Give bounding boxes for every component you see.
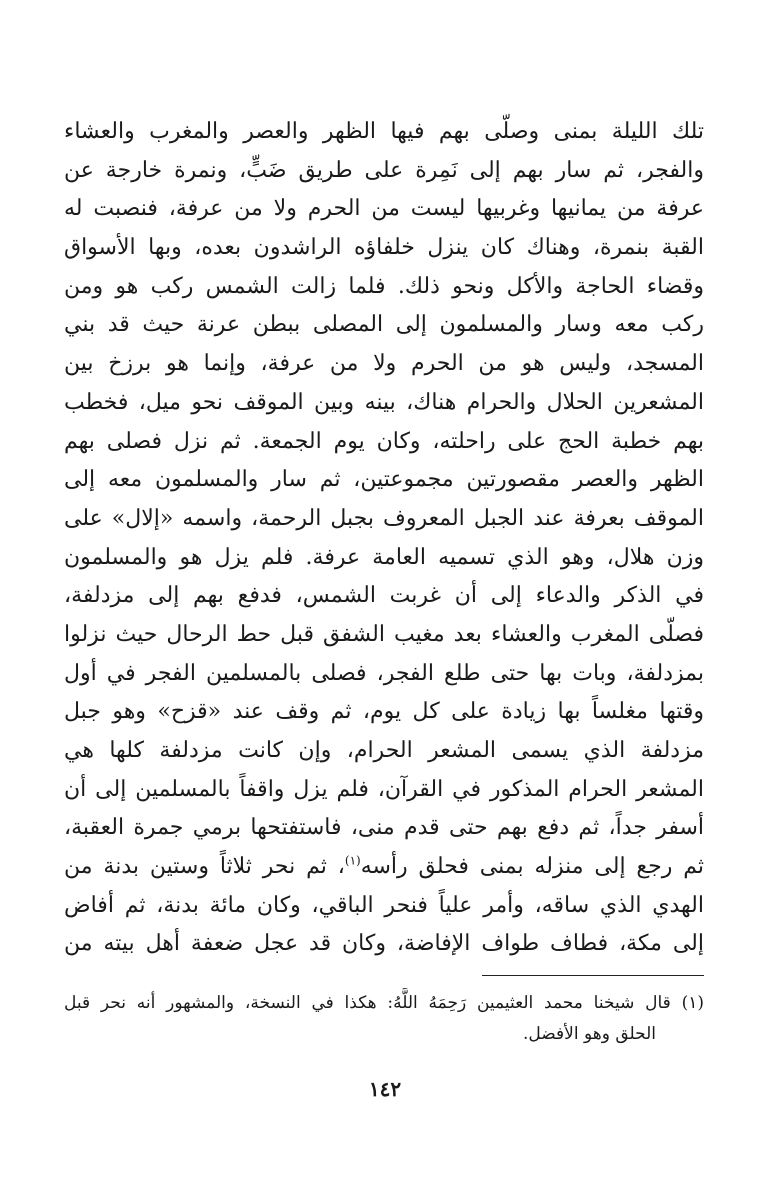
footnote-line: الحلق وهو الأفضل. (522, 1024, 656, 1044)
text-line: الظهر والعصر مقصورتين مجموعتين، ثم سار والمسلمون معه إلى (64, 467, 704, 493)
text-fragment: ثم رجع إلى منزله بمنى فحلق رأسه (360, 854, 704, 880)
text-fragment: ، ثم نحر ثلاثاً وستين بدنة من (64, 854, 345, 880)
main-text (64, 113, 704, 964)
footnote-separator (482, 975, 704, 976)
text-line-with-footnote-ref (64, 848, 704, 887)
text-line: بمزدلفة، وبات بها حتى طلع الفجر، فصلى بالمسلمين الفجر في أول (64, 660, 704, 686)
text-line: المسجد، وليس هو من الحرم ولا من عرفة، وإنما هو برزخ بين (64, 351, 704, 377)
footnote (64, 988, 704, 1050)
text-line: المشعرين الحلال والحرام هناك، بينه وبين الموقف نحو ميل، فخطب (64, 389, 704, 415)
text-line: عرفة من يمانيها وغربيها ليست من الحرم ولا من عرفة، فنصبت له (64, 196, 704, 222)
footnote-reference: (١) (344, 853, 361, 868)
text-line: الهدي الذي ساقه، وأمر علياً فنحر الباقي، وكان مائة بدنة، ثم أفاض (64, 892, 704, 918)
text-line: وقضاء الحاجة والأكل ونحو ذلك. فلما زالت الشمس ركب هو ومن (64, 273, 704, 299)
page-number: ١٤٢ (368, 1077, 402, 1101)
text-line: وزن هلال، وهو الذي تسميه العامة عرفة. فلم يزل هو والمسلمون (64, 544, 704, 570)
text-line: أسفر جداً، ثم دفع بهم حتى قدم منى، فاستفتحها برمي جمرة العقبة، (64, 815, 704, 841)
text-line: مزدلفة الذي يسمى المشعر الحرام، وإن كانت مزدلفة كلها هي (64, 738, 704, 763)
text-line: فصلّى المغرب والعشاء بعد مغيب الشفق قبل حط الرحال حيث نزلوا (64, 621, 704, 647)
footnote-line: (١) قال شيخنا محمد العثيمين رَحِمَهُ اللَّهُ: هكذا في النسخة، والمشهور أنه نحر قبل (64, 993, 704, 1013)
text-line: المشعر الحرام المذكور في القرآن، فلم يزل واقفاً بالمسلمين إلى أن (64, 776, 704, 802)
text-line: تلك الليلة بمنى وصلّى بهم فيها الظهر والعصر والمغرب والعشاء (64, 119, 704, 144)
text-line: الموقف بعرفة عند الجبل المعروف بجبل الرحمة، واسمه «إلال» على (64, 505, 704, 531)
text-line: في الذكر والدعاء إلى أن غربت الشمس، فدفع بهم إلى مزدلفة، (64, 583, 704, 609)
text-line: بهم خطبة الحج على راحلته، وكان يوم الجمعة. ثم نزل فصلى بهم (64, 428, 704, 454)
text-line: وقتها مغلساً بها زيادة على كل يوم، ثم وقف عند «قزح» وهو جبل (64, 699, 704, 725)
text-line: القبة بنمرة، وهناك كان ينزل خلفاؤه الراشدون بعده، وبها الأسواق (64, 235, 704, 261)
text-line: ركب معه وسار والمسلمون إلى المصلى ببطن عرنة حيث قد بني (64, 312, 704, 338)
text-line: والفجر، ثم سار بهم إلى نَمِرة على طريق ضَبٍّ، ونمرة خارجة عن (64, 157, 704, 183)
text-line: إلى مكة، فطاف طواف الإفاضة، وكان قد عجل ضعفة أهل بيته من (64, 931, 704, 957)
